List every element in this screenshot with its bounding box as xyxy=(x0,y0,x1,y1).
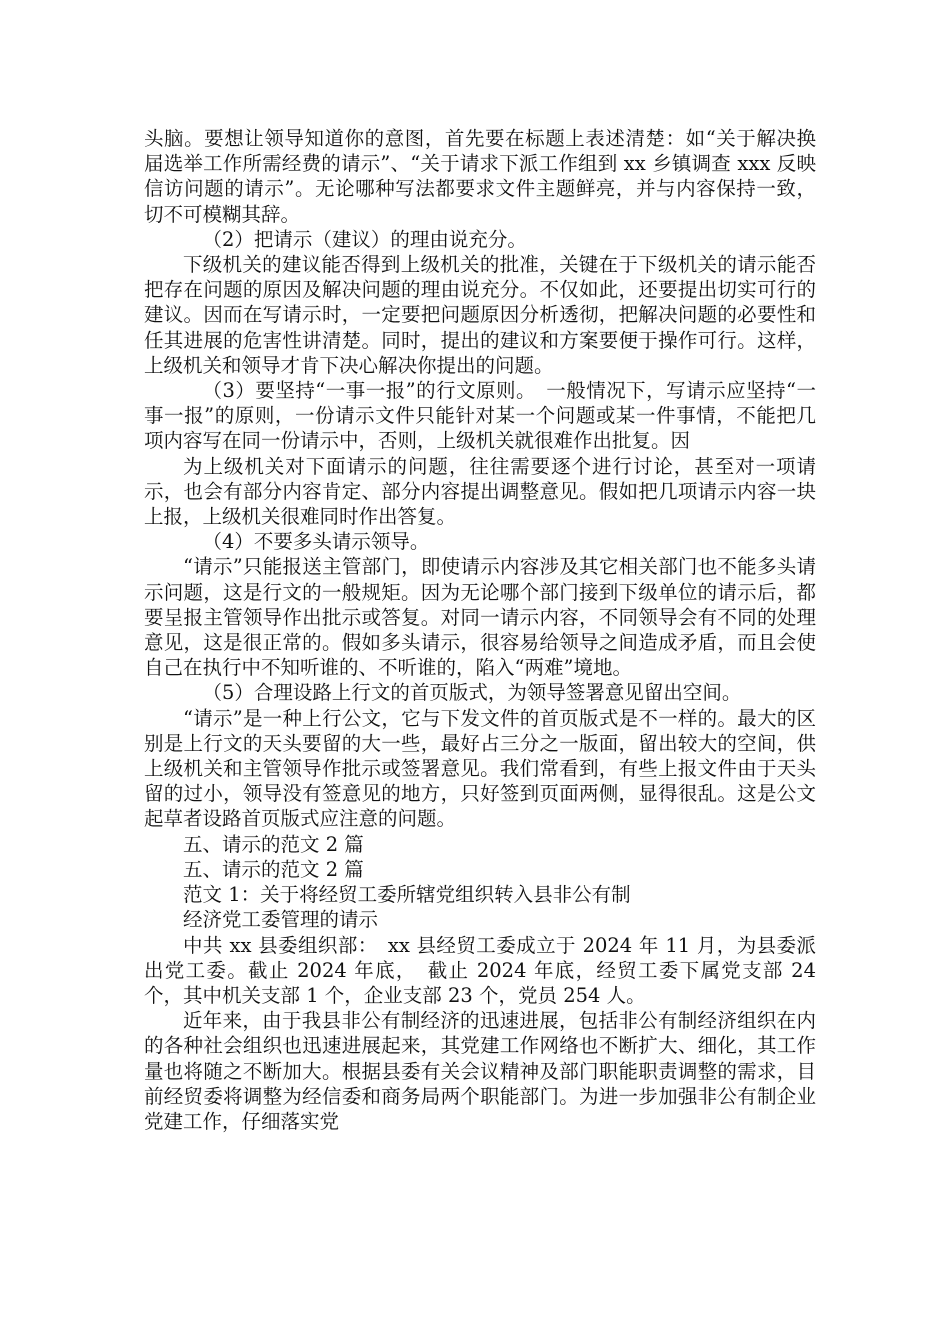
paragraph-sample-background: 近年来，由于我县非公有制经济的迅速进展，包括非公有制经济组织在内的各种社会组织也迅速进展起来，其党建工作网络也不断扩大、细化，其工作量也将随之不断加大。根据县委有关会议精神及部门职能职责调整的需求，目前经贸委将调整为经信委和商务局两个职能部门。为进一步加强非公有制企业党建工作，仔细落实党 xyxy=(144,1009,816,1133)
paragraph-sample-addressee: 中共 xx 县委组织部： xx 县经贸工委成立于 2024 年 11 月，为县委派出党工委。截止 2024 年底， 截止 2024 年底，经贸工委下属党支部 24 个，其中机关支部 1 个，企业支部 23 个，党员 254 人。 xyxy=(144,933,816,1007)
paragraph-one-matter: 为上级机关对下面请示的问题，往往需要逐个进行讨论，甚至对一项请示，也会有部分内容肯定、部分内容提出调整意见。假如把几项请示内容一块上报，上级机关很难同时作出答复。 xyxy=(144,454,816,529)
section-heading-samples-repeat: 五、请示的范文 2 篇 xyxy=(183,857,364,881)
heading-point-3: （3）要坚持“一事一报”的行文原则。 一般情况下，写请示应坚持“一事一报”的原则，一份请示文件只能针对某一个问题或某一件事情，不能把几项内容写在同一份请示中，否则，上级机关就很难作出批复。因 xyxy=(144,379,816,453)
heading-point-4: （4）不要多头请示领导。 xyxy=(202,530,430,554)
section-heading-samples: 五、请示的范文 2 篇 xyxy=(183,832,364,856)
paragraph-title-clarity: 头脑。要想让领导知道你的意图，首先要在标题上表述清楚：如“关于解决换届选举工作所需经费的请示”、“关于请求下派工作组到 xx 乡镇调查 xxx 反映信访问题的请示”。无论哪种写法都要求文件主题鲜亮，并与内容保持一致，切不可模糊其辞。 xyxy=(144,127,816,226)
sample-title-line-2: 经济党工委管理的请示 xyxy=(183,908,379,932)
paragraph-page-layout: “请示”是一种上行公文，它与下发文件的首页版式是不一样的。最大的区别是上行文的天头要留的大一些，最好占三分之一版面，留出较大的空间，供上级机关和主管领导作批示或签署意见。我们常看到，有些上报文件由于天头留的过小，领导没有签意见的地方，只好签到页面两侧，显得很乱。这是公文起草者设路首页版式应注意的问题。 xyxy=(144,706,816,831)
document-page xyxy=(144,126,816,1134)
sample-title-line-1: 范文 1：关于将经贸工委所辖党组织转入县非公有制 xyxy=(183,883,631,907)
paragraph-reasons: 下级机关的建议能否得到上级机关的批准，关键在于下级机关的请示能否把存在问题的原因及解决问题的理由说充分。不仅如此，还要提出切实可行的建议。因而在写请示时，一定要把问题原因分析透彻，把解决问题的必要性和任其进展的危害性讲清楚。同时，提出的建议和方案要便于操作可行。这样，上级机关和领导才肯下决心解决你提出的问题。 xyxy=(144,253,816,377)
paragraph-single-department: “请示”只能报送主管部门，即使请示内容涉及其它相关部门也不能多头请示问题，这是行文的一般规矩。因为无论哪个部门接到下级单位的请示后，都要呈报主管领导作出批示或答复。对同一请示内容，不同领导会有不同的处理意见，这是很正常的。假如多头请示，很容易给领导之间造成矛盾，而且会使自己在执行中不知听谁的、不听谁的，陷入“两难”境地。 xyxy=(144,555,816,680)
heading-point-2: （2）把请示（建议）的理由说充分。 xyxy=(202,227,527,251)
heading-point-5: （5）合理设路上行文的首页版式，为领导签署意见留出空间。 xyxy=(202,681,742,705)
